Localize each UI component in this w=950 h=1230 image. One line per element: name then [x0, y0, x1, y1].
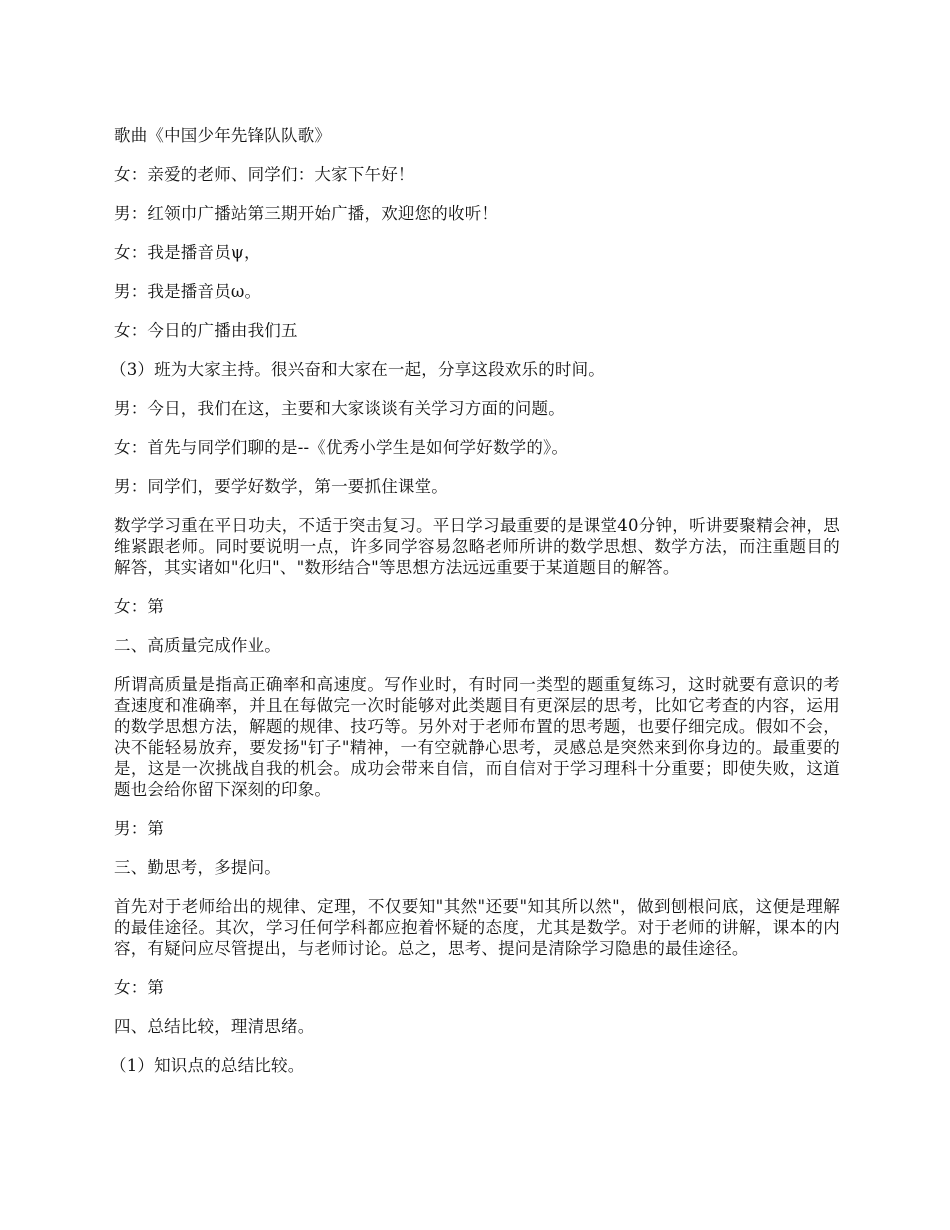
section-heading: 二、高质量完成作业。: [114, 636, 281, 655]
dialogue-line: 男：同学们，要学好数学，第一要抓住课堂。: [114, 477, 448, 496]
dialogue-line: 男：我是播音员ω。: [114, 282, 262, 301]
song-title: 歌曲《中国少年先锋队队歌》: [114, 126, 332, 145]
dialogue-line: 女：第: [114, 978, 165, 997]
section-heading: 四、总结比较，理清思绪。: [114, 1017, 315, 1036]
section-heading: 三、勤思考，多提问。: [114, 858, 281, 877]
body-paragraph: 所谓高质量是指高正确率和高速度。写作业时，有时同一类型的题重复练习，这时就要有意识的考查速度和准确率，并且在每做完一次时能够对此类题目有更深层的思考，比如它考查的内容，运用的数学思想方法，解题的规律、技巧等。另外对于老师布置的思考题，也要仔细完成。假如不会，决不能轻易放弃，要发扬"钉子"精神，一有空就静心思考，灵感总是突然来到你身边的。最重要的是，这是一次挑战自我的机会。成功会带来自信，而自信对于学习理科十分重要；即使失败，这道题也会给你留下深刻的印象。: [114, 675, 840, 799]
dialogue-line: 女：亲爱的老师、同学们：大家下午好！: [114, 165, 415, 184]
dialogue-line: 男：红领巾广播站第三期开始广播，欢迎您的收听！: [114, 204, 499, 223]
body-paragraph: 首先对于老师给出的规律、定理，不仅要知"其然"还要"知其所以然"，做到刨根问底，这便是理解的最佳途径。其次，学习任何学科都应抱着怀疑的态度，尤其是数学。对于老师的讲解，课本的内容，有疑问应尽管提出，与老师讨论。总之，思考、提问是清除学习隐患的最佳途径。: [114, 897, 840, 958]
dialogue-line: 男：第: [114, 819, 165, 838]
dialogue-line: 男：今日，我们在这，主要和大家谈谈有关学习方面的问题。: [114, 399, 565, 418]
dialogue-line: 女：首先与同学们聊的是--《优秀小学生是如何学好数学的》。: [114, 438, 569, 457]
dialogue-line: 女：今日的广播由我们五: [114, 321, 298, 340]
dialogue-line: 女：我是播音员ψ，: [114, 243, 261, 262]
body-paragraph: 数学学习重在平日功夫，不适于突击复习。平日学习最重要的是课堂40分钟，听讲要聚精会神，思维紧跟老师。同时要说明一点，许多同学容易忽略老师所讲的数学思想、数学方法，而注重题目的解答，其实诸如"化归"、"数形结合"等思想方法远远重要于某道题目的解答。: [114, 516, 840, 577]
dialogue-line: 女：第: [114, 597, 165, 616]
subsection-heading: （1）知识点的总结比较。: [110, 1056, 305, 1075]
dialogue-line: （3）班为大家主持。很兴奋和大家在一起，分享这段欢乐的时间。: [110, 360, 605, 379]
